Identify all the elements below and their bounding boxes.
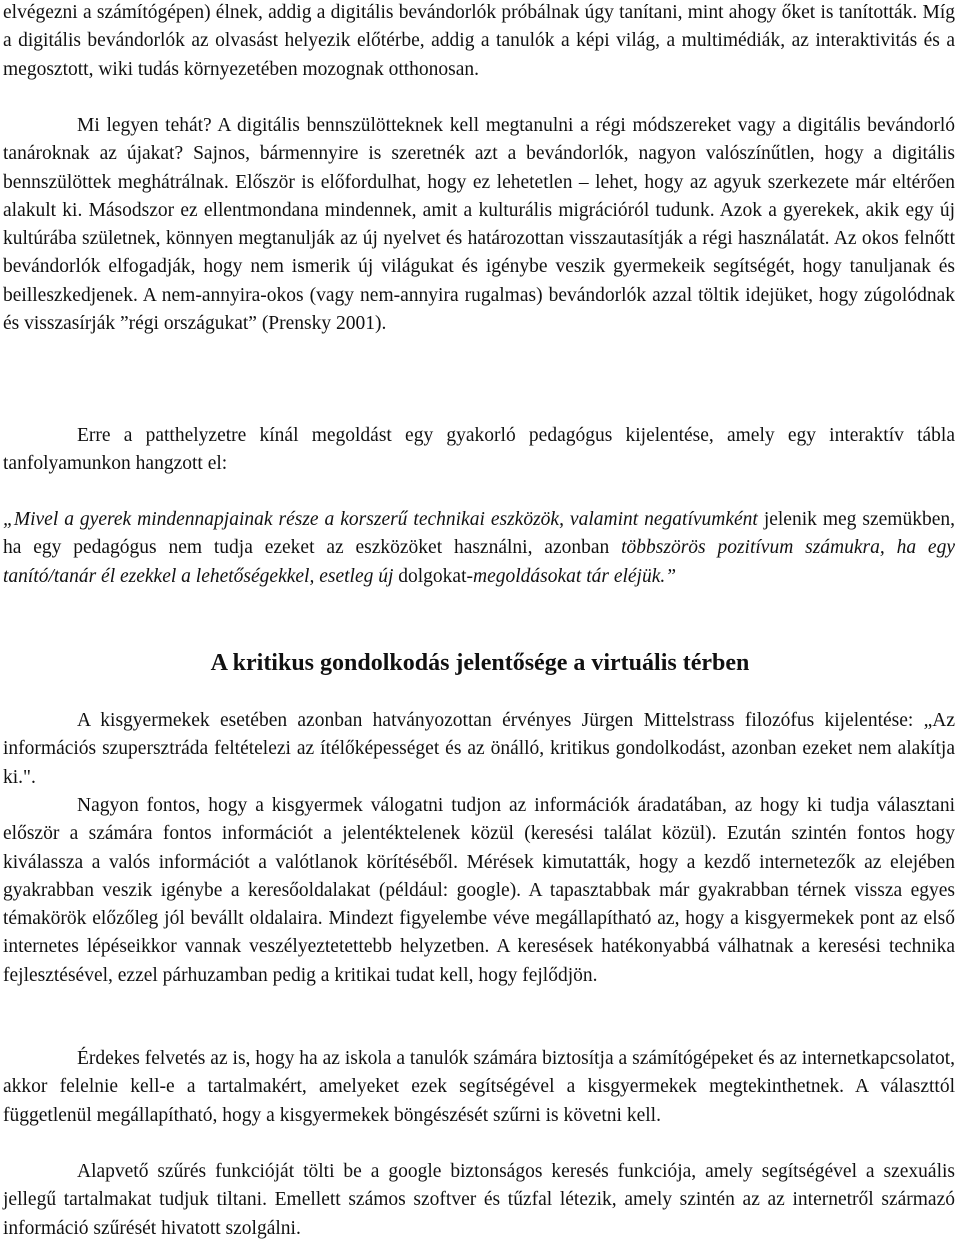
quote-segment-3: többszörös pozitívum számukra, ha egy tanító/tanár él ezekkel a lehetőségekkel, esetleg új [3,537,955,587]
paragraph-mittelstrass: A kisgyermekek esetében azonban hatványozottan érvényes Jürgen Mittelstrass filozófus kijelentése: „Az információs szupersztráda feltételezi az ítélőképességet és az önálló, kritikus gondolkodást, azonban ezeket nem alakítja ki.". [3,710,955,788]
quote-segment-5: megoldásokat tár eléjük.” [473,565,677,587]
paragraph-what-should-be: Mi legyen tehát? A digitális bennszülötteknek kell megtanulni a régi módszereket vagy a digitális bevándorló tanároknak az újakat? Sajnos, bármennyire is szeretnék azt a bevándorlók, nagyon valószínűtlen, hogy a digitális bennszülöttek meghátrálnak. Először is előfordulhat, hogy ez lehetetlen – lehet, hogy az agyuk szerkezete már eltérően alakult ki. Másodszor ez ellentmondana mindennek, amit a kulturális migrációról tudunk. Azok a gyerekek, akik egy új kultúrába születnek, könnyen megtanulják az új nyelvet és határozottan visszautasítják a régi használatát. Az okos felnőtt bevándorlók elfogadják, hogy nem ismerik új világukat és igénybe veszik gyermekeik segítségét, hogy tanuljanak és beilleszkedjenek. A nem-annyira-okos (vagy nem-annyira rugalmas) bevándorlók azzal töltik idejüket, hogy zúgolódnak és visszasírják ”régi országukat” (Prensky 2001). [3,115,955,335]
paragraph-selecting-information: Nagyon fontos, hogy a kisgyermek válogatni tudjon az információk áradatában, az hogy ki tudja választani először a számára fontos információt a jelentéktelenek közül (keresési találat közül). Ezután szintén fontos hogy kiválassza a valós információt a valótlanok körítéséből. Mérések kimutatták, hogy a kezdő internetezők az elejében gyakrabban veszik igénybe a keresőoldalakat (például: google). A tapasztabbak már gyakrabban térnek vissza egyes témakörök előzőleg jól bevállt oldalaira. Mindezt figyelembe véve megállapítható az, hogy a kisgyermekek pont az első internetes lépéseikkor vannak veszélyeztetettebb helyzetben. A keresések hatékonyabbá válhatnak a keresési technika fejlesztésével, ezzel párhuzamban pedig a kritikai tudat kell, hogy fejlődjön. [3,795,955,986]
paragraph-digital-natives-intro: elvégezni a számítógépen) élnek, addig a digitális bevándorlók próbálnak úgy tanítani, mint ahogy őket is tanították. Míg a digitális bevándorlók az olvasást helyezik előtérbe, addig a tanulók a képi világ, a multimédiák, az interaktivitás és a megosztott, wiki tudás környezetében mozognak otthonosan. [3,2,955,80]
quote-segment-2: jelenik meg szemükben, ha egy pedagógus nem tudja ezeket az eszközöket használni, azonban [3,509,955,559]
quote-segment-4: dolgokat- [393,565,473,587]
paragraph-stalemate-solution: Erre a patthelyzetre kínál megoldást egy gyakorló pedagógus kijelentése, amely egy interaktív tábla tanfolyamunkon hangzott el: [3,425,955,475]
quote-segment-1: „Mivel a gyerek mindennapjainak része a korszerű technikai eszközök, valamint negatívumként [3,509,758,530]
teacher-quote [3,506,955,591]
section-heading: A kritikus gondolkodás jelentősége a virtuális térben [210,650,750,676]
paragraph-school-responsibility: Érdekes felvetés az is, hogy ha az iskola a tanulók számára biztosítja a számítógépeket és az internetkapcsolatot, akkor felelnie kell-e a tartalmakért, amelyeket ezek segítségével a kisgyermekek megtekinthetnek. A választtól függetlenül megállapítható, hogy a kisgyermekek böngészését szűrni is követni kell. [3,1048,955,1126]
paragraph-filtering: Alapvető szűrés funkcióját tölti be a google biztonságos keresés funkciója, amely segítségével a szexuális jellegű tartalmakat tudjuk tiltani. Emellett számos szoftver és tűzfal létezik, amely szintén az az internetről származó információ szűrését hivatott szolgálni. [3,1161,955,1239]
